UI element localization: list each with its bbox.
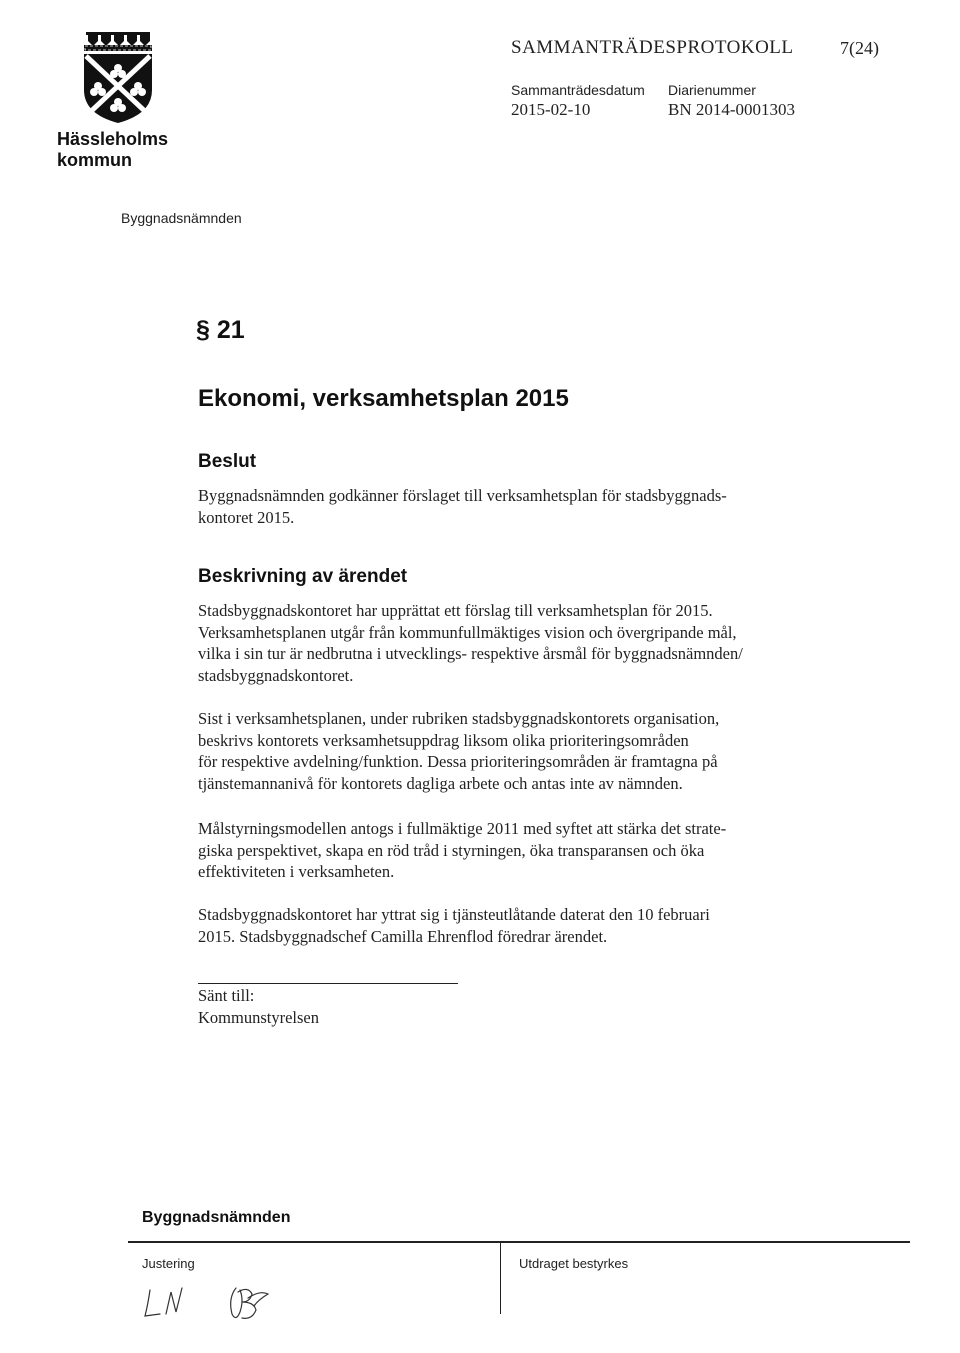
description-heading: Beskrivning av ärendet xyxy=(198,566,408,587)
justering-label: Justering xyxy=(142,1256,195,1271)
page-number: 7(24) xyxy=(840,38,879,58)
distribution-divider xyxy=(198,983,458,984)
text-line: giska perspektivet, skapa en röd tråd i styrningen, öka transparansen och öka xyxy=(198,840,705,860)
description-paragraph-3 xyxy=(198,818,838,883)
section-title: Ekonomi, verksamhetsplan 2015 xyxy=(198,385,569,412)
meeting-date-label: Sammanträdesdatum xyxy=(511,82,645,98)
text-line: vilka i sin tur är nedbrutna i utvecklings- respektive årsmål för byggnadsnämnden/ xyxy=(198,644,743,663)
decision-text xyxy=(198,485,838,528)
department-header: Byggnadsnämnden xyxy=(121,210,242,226)
text-line: Verksamhetsplanen utgår från kommunfullmäktiges vision och övergripande mål, xyxy=(198,622,737,642)
text-line: kontoret 2015. xyxy=(198,507,295,527)
text-line: tjänstemannanivå för kontorets dagliga arbete och antas inte av nämnden. xyxy=(198,773,683,793)
meeting-date: 2015-02-10 xyxy=(511,100,591,119)
text-line: effektiviteten i verksamheten. xyxy=(198,862,395,881)
section-number: § 21 xyxy=(196,316,245,344)
diary-number-label: Diarienummer xyxy=(668,82,756,98)
handwritten-initials-icon xyxy=(140,1278,300,1328)
text-line: för respektive avdelning/funktion. Dessa prioriteringsområden är framtagna på xyxy=(198,752,718,771)
text-line: Målstyrningsmodellen antogs i fullmäktige 2011 med syftet att stärka det strate- xyxy=(198,819,727,838)
footer-divider xyxy=(128,1241,910,1243)
distribution-recipient: Kommunstyrelsen xyxy=(198,1008,319,1027)
organization-name-line1: Hässleholms xyxy=(57,129,169,149)
text-line: Stadsbyggnadskontoret har yttrat sig i tjänsteutlåtande daterat den 10 februari xyxy=(198,905,710,924)
text-line: Byggnadsnämnden godkänner förslaget till verksamhetsplan för stadsbyggnads- xyxy=(198,486,727,505)
footer-column-divider xyxy=(500,1242,501,1314)
text-line: 2015. Stadsbyggnadschef Camilla Ehrenflod föredrar ärendet. xyxy=(198,926,608,946)
text-line: stadsbyggnadskontoret. xyxy=(198,665,354,685)
utdrag-label: Utdraget bestyrkes xyxy=(519,1256,629,1271)
text-line: Sist i verksamhetsplanen, under rubriken stadsbyggnadskontorets organisation, xyxy=(198,709,720,728)
description-paragraph-1 xyxy=(198,600,838,686)
document-title: SAMMANTRÄDESPROTOKOLL xyxy=(511,37,794,58)
organization-name xyxy=(57,129,207,171)
description-paragraph-4 xyxy=(198,904,838,947)
diary-number: BN 2014-0001303 xyxy=(668,100,796,119)
municipal-coat-of-arms-icon xyxy=(82,32,154,124)
decision-heading: Beslut xyxy=(198,451,257,472)
text-line: beskrivs kontorets verksamhetsuppdrag liksom olika prioriteringsområden xyxy=(198,730,689,750)
footer-department: Byggnadsnämnden xyxy=(142,1209,291,1226)
distribution-label: Sänt till: xyxy=(198,986,255,1005)
description-paragraph-2 xyxy=(198,708,838,794)
organization-name-line2: kommun xyxy=(57,150,133,170)
text-line: Stadsbyggnadskontoret har upprättat ett förslag till verksamhetsplan för 2015. xyxy=(198,601,713,620)
